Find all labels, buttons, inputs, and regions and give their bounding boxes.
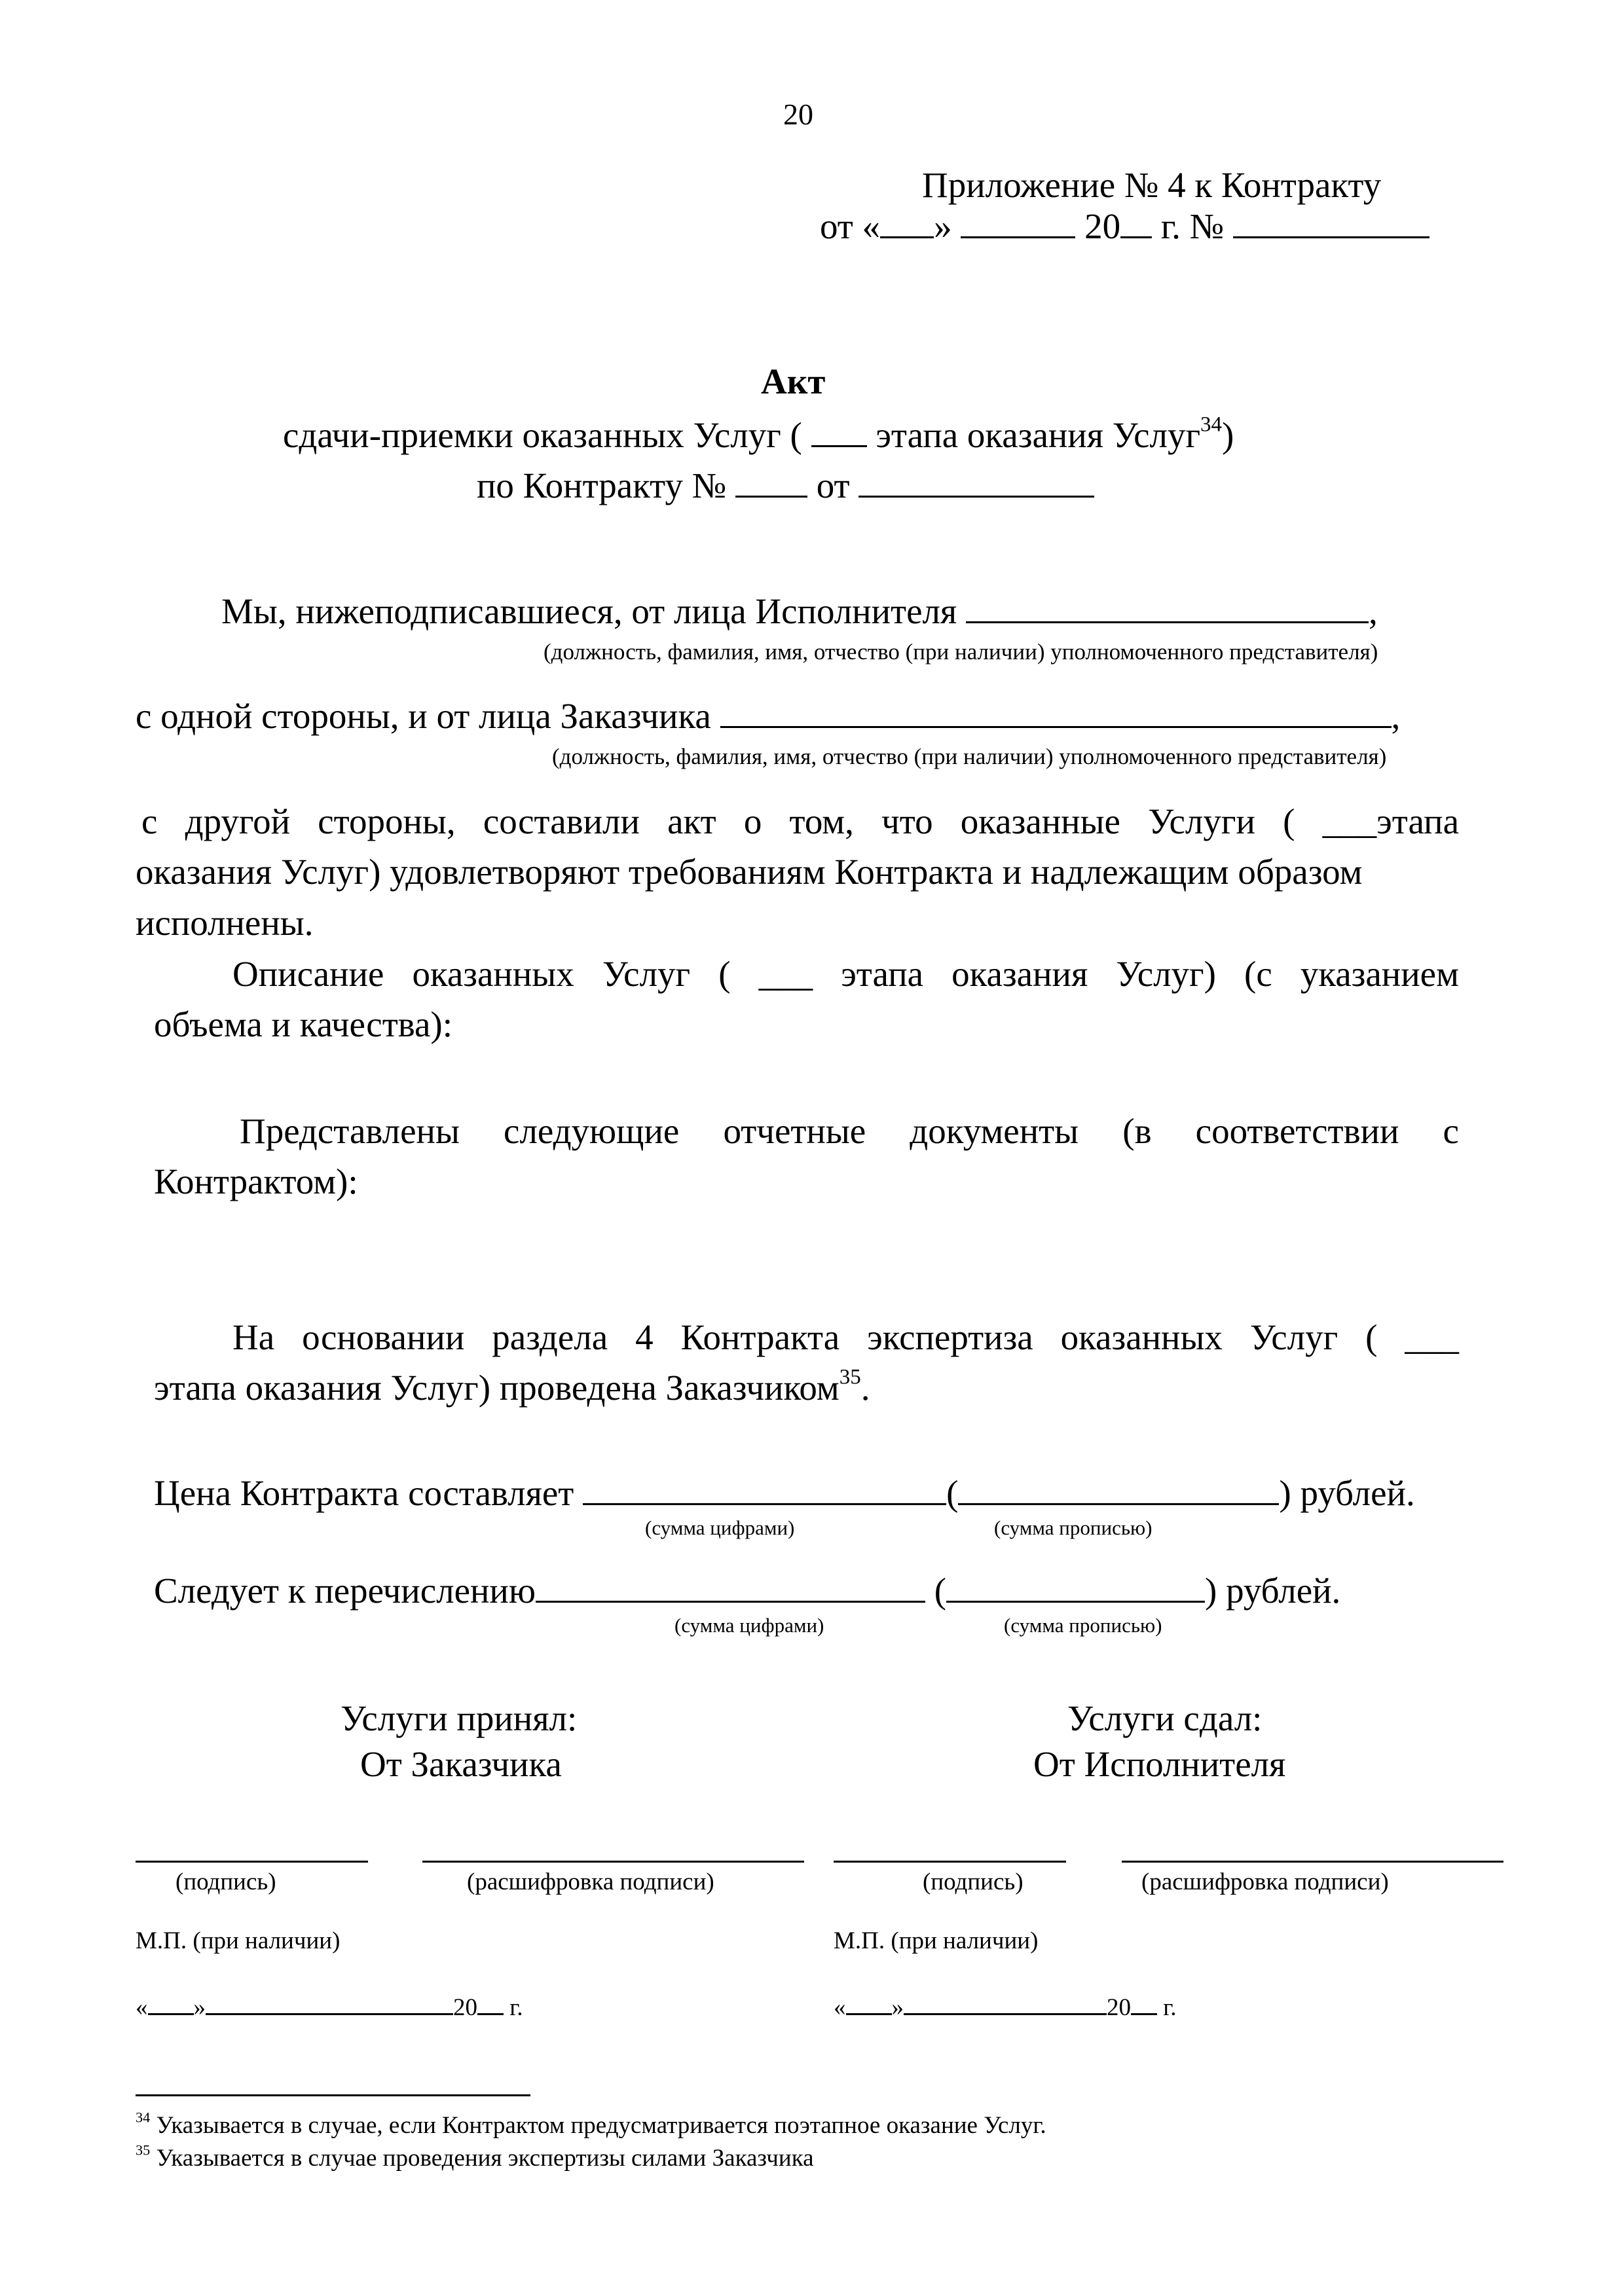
executor-signature-caption: (подпись) [923, 1868, 1024, 1895]
price-caption-words: (сумма прописью) [994, 1516, 1153, 1539]
customer-decoding-line [422, 1861, 804, 1863]
executor-line: Мы, нижеподписавшиеся, от лица Исполнителя , [221, 591, 1378, 631]
transfer-caption-words: (сумма прописью) [1004, 1614, 1162, 1637]
footnote-ref-35: 35 [839, 1365, 861, 1389]
from-executor-heading: От Исполнителя [1033, 1744, 1286, 1784]
appendix-line-2: от « » 20 г. № [820, 208, 1430, 244]
para4-line-2: этапа оказания Услуг) проведена Заказчиком$^{35}$. [154, 1365, 870, 1408]
para3-line-1: Представлены следующие отчетные документы (в соответствии с [240, 1111, 1459, 1151]
executor-stamp: М.П. (при наличии) [834, 1927, 1039, 1954]
footnote-34: $^{34}$ Указывается в случае, если Контрактом предусматривается поэтапное оказание Услуг. [136, 2109, 1046, 2139]
customer-signature-caption: (подпись) [175, 1868, 276, 1895]
executor-caption: (должность, фамилия, имя, отчество (при наличии) уполномоченного представителя) [544, 639, 1378, 665]
customer-decoding-caption: (расшифровка подписи) [467, 1868, 714, 1895]
transfer-line: Следует к перечислению ( ) рублей. [154, 1571, 1341, 1611]
executor-signature-line [834, 1861, 1066, 1863]
footnote-ref-34: 34 [1200, 412, 1223, 437]
customer-line: с одной стороны, и от лица Заказчика , [136, 696, 1401, 736]
para1-line-3: исполнены. [136, 903, 314, 943]
customer-caption: (должность, фамилия, имя, отчество (при наличии) уполномоченного представителя) [552, 744, 1387, 769]
title-line-3: по Контракту № от [477, 467, 1094, 503]
accepted-heading: Услуги принял: [341, 1698, 578, 1738]
footnote-35: $^{35}$ Указывается в случае проведения экспертизы силами Заказчика [136, 2141, 814, 2172]
para2-line-1: Описание оказанных Услуг ( ___ этапа оказания Услуг) (с указанием [232, 954, 1459, 994]
document-title: Акт [761, 361, 826, 401]
para2-line-2: объема и качества): [154, 1004, 452, 1044]
customer-stamp: М.П. (при наличии) [136, 1927, 341, 1954]
from-customer-heading: От Заказчика [360, 1744, 562, 1784]
footnote-separator [136, 2094, 530, 2096]
price-line: Цена Контракта составляет ( ) рублей. [154, 1473, 1415, 1513]
para4-line-1: На основании раздела 4 Контракта экспертиза оказанных Услуг ( ___ [232, 1317, 1459, 1357]
para3-line-2: Контрактом): [154, 1161, 358, 1201]
customer-date-line: « » 20 г. [136, 1994, 523, 2021]
appendix-line-1: Приложение № 4 к Контракту [922, 165, 1382, 205]
executor-decoding-caption: (расшифровка подписи) [1141, 1868, 1389, 1895]
price-caption-digits: (сумма цифрами) [645, 1516, 795, 1539]
page-number: 20 [783, 98, 813, 131]
executor-date-line: « » 20 г. [834, 1994, 1177, 2021]
para1-line-2: оказания Услуг) удовлетворяют требованиям Контракта и надлежащим образом [136, 852, 1363, 892]
para1-line-1: с другой стороны, составили акт о том, что оказанные Услуги ( ___этапа [141, 801, 1459, 841]
customer-signature-line [136, 1861, 368, 1863]
transfer-caption-digits: (сумма цифрами) [674, 1614, 824, 1637]
delivered-heading: Услуги сдал: [1067, 1698, 1263, 1738]
title-line-2: сдачи-приемки оказанных Услуг ( этапа оказания Услуг$^{34}$) [283, 412, 1234, 455]
executor-decoding-line [1122, 1861, 1504, 1863]
